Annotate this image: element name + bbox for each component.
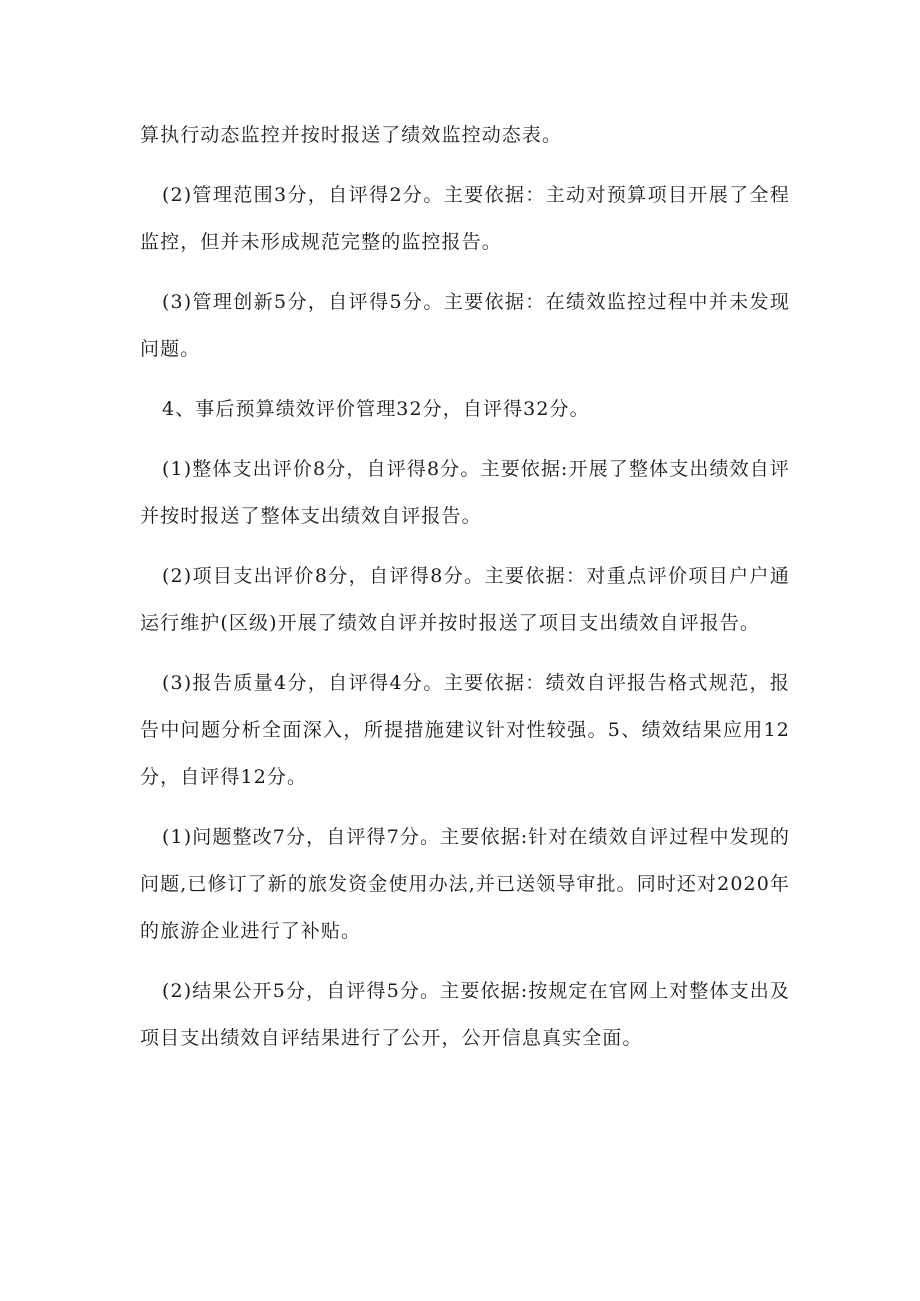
document-body [140,112,790,1075]
paragraph-issue-rectification: (1)问题整改7分，自评得7分。主要依据:针对在绩效自评过程中发现的问题,已修订了新的旅发资金使用办法,并已送领导审批。同时还对2020年的旅游企业进行了补贴。 [140,826,790,942]
paragraph-management-innovation: (3)管理创新5分，自评得5分。主要依据：在绩效监控过程中并未发现问题。 [140,291,790,360]
paragraph-results-disclosure: (2)结果公开5分，自评得5分。主要依据:按规定在官网上对整体支出及项目支出绩效自评结果进行了公开，公开信息真实全面。 [140,980,790,1049]
paragraph-post-evaluation-heading: 4、事后预算绩效评价管理32分，自评得32分。 [162,398,590,420]
paragraph-management-scope: (2)管理范围3分，自评得2分。主要依据：主动对预算项目开展了全程监控，但并未形成规范完整的监控报告。 [140,184,790,253]
paragraph-monitoring-continued: 算执行动态监控并按时报送了绩效监控动态表。 [140,124,563,146]
paragraph-overall-expenditure: (1)整体支出评价8分，自评得8分。主要依据:开展了整体支出绩效自评并按时报送了整体支出绩效自评报告。 [140,458,790,527]
paragraph-report-quality: (3)报告质量4分，自评得4分。主要依据：绩效自评报告格式规范，报告中问题分析全面深入，所提措施建议针对性较强。5、绩效结果应用12分，自评得12分。 [140,672,790,788]
paragraph-project-expenditure: (2)项目支出评价8分，自评得8分。主要依据：对重点评价项目户户通运行维护(区级)开展了绩效自评并按时报送了项目支出绩效自评报告。 [140,565,790,634]
